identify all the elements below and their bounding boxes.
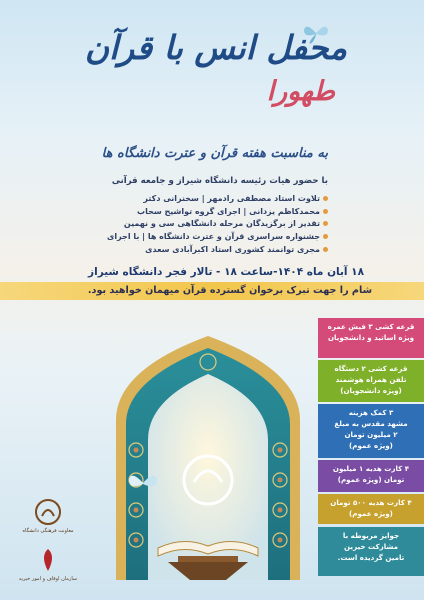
prize-panel: قرعه کشی ۳ فیش عمره ویژه اساتید و دانشجویان — [318, 318, 424, 358]
poster-title — [84, 22, 347, 122]
program-item: مجری توانمند کشوری استاد اکبرآبادی سعدی — [94, 244, 328, 257]
date-place: ۱۸ آبان ماه ۱۴۰۴-ساعت ۱۸ - تالار فجر دانشگاه شیراز — [88, 266, 364, 278]
program-item: تقدیر از برگزیدگان مرحله دانشگاهی سی و نهمین — [94, 218, 328, 231]
program-item: جشنواره سراسری قرآن و عترت دانشگاه ها | با اجرای — [94, 231, 328, 244]
title-accent: طهورا — [266, 76, 335, 107]
sponsor-logos — [18, 498, 78, 590]
title-line-1: محفل انس با قرآن — [84, 28, 347, 67]
program-item: تلاوت استاد مصطفی رادمهر | سخنرانی دکتر — [94, 193, 328, 206]
prize-panel: قرعه کشی ۲ دستگاه تلفن همراه هوشمند (ویژه دانشجویان) — [318, 360, 424, 402]
bullet-icon — [323, 234, 328, 239]
logo-caption: معاونت فرهنگی دانشگاه — [22, 528, 74, 534]
university-logo-icon — [34, 498, 62, 526]
mihrab-arch-illustration — [108, 330, 308, 580]
program-item: محمدکاظم یزدانی | اجرای گروه تواشیح سحاب — [94, 206, 328, 219]
prize-panel: ۴ کارت هدیه ۵۰۰ تومان (ویژه عموم) — [318, 494, 424, 524]
sponsors-note: جوایز مربوطه با مشارکت خیرین تامین گردیده است. — [318, 527, 424, 576]
bullet-icon — [323, 196, 328, 201]
prize-panel: ۴ کارت هدیه ۱ میلیون تومان (ویژه عموم) — [318, 460, 424, 492]
title-line-2 — [267, 76, 335, 107]
prize-panel: ۳ کمک هزینه مشهد مقدس به مبلغ ۲ میلیون تومان (ویژه عموم) — [318, 404, 424, 458]
logo-caption: سازمان اوقاف و امور خیریه — [18, 576, 78, 582]
program-list — [94, 193, 328, 257]
emblem-logo-icon — [34, 546, 62, 574]
bullet-icon — [323, 247, 328, 252]
presence-line: با حضور هیات رئیسه دانشگاه شیراز و جامعه قرآنی — [111, 176, 328, 186]
bullet-icon — [323, 221, 328, 226]
bullet-icon — [323, 209, 328, 214]
butterfly-icon — [128, 470, 158, 496]
dinner-text: شام را جهت تبرک برخوان گسترده قرآن میهمان خواهید بود. — [87, 285, 372, 296]
subtitle: به مناسبت هفته قرآن و عترت دانشگاه ها — [101, 146, 328, 161]
